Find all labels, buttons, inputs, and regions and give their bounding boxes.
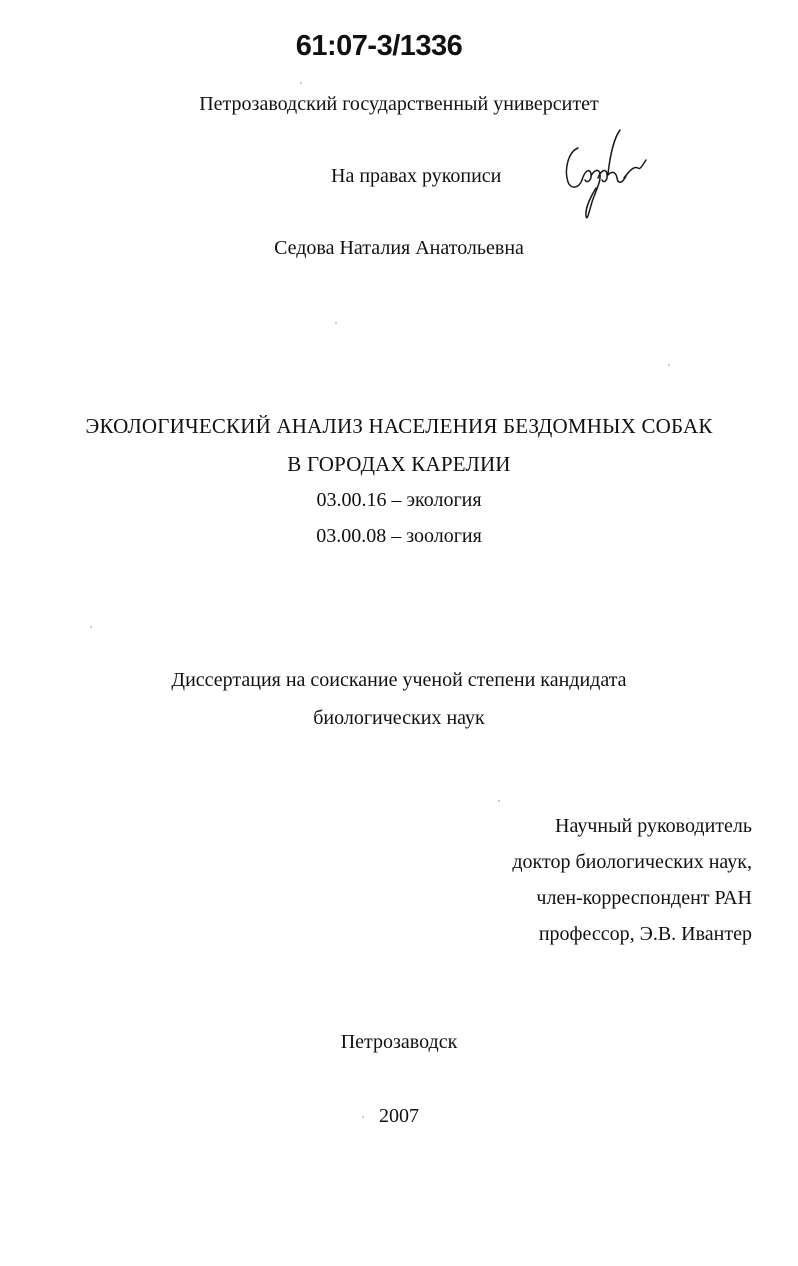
degree-line-1: Диссертация на соискание ученой степени кандидата [171,669,627,691]
supervisor-name: профессор, Э.В. Ивантер [538,923,752,945]
year: 2007 [379,1105,419,1127]
degree-line-2: биологических наук [313,707,485,729]
author-name: Седова Наталия Анатольевна [274,237,524,259]
city: Петрозаводск [340,1031,458,1053]
supervisor-title: Научный руководитель [555,815,752,837]
scan-speck [90,626,92,628]
scan-speck [300,82,302,84]
supervisor-rank: член-корреспондент РАН [536,887,752,909]
scan-speck [362,1116,364,1118]
handwritten-signature [560,126,650,224]
rights-note: На правах рукописи [331,165,502,187]
specialty-zoology: 03.00.08 – зоология [316,525,482,547]
university-name: Петрозаводский государственный университет [199,93,599,115]
scan-speck [668,364,670,366]
supervisor-degree: доктор биологических наук, [512,851,752,873]
thesis-title-line-1: ЭКОЛОГИЧЕСКИЙ АНАЛИЗ НАСЕЛЕНИЯ БЕЗДОМНЫХ СОБАК [85,414,713,438]
thesis-title-line-2: В ГОРОДАХ КАРЕЛИИ [287,452,511,476]
specialty-ecology: 03.00.16 – экология [316,489,482,511]
scan-speck [335,322,337,324]
archive-code: 61:07-3/1336 [295,30,463,62]
scan-speck [498,800,500,802]
